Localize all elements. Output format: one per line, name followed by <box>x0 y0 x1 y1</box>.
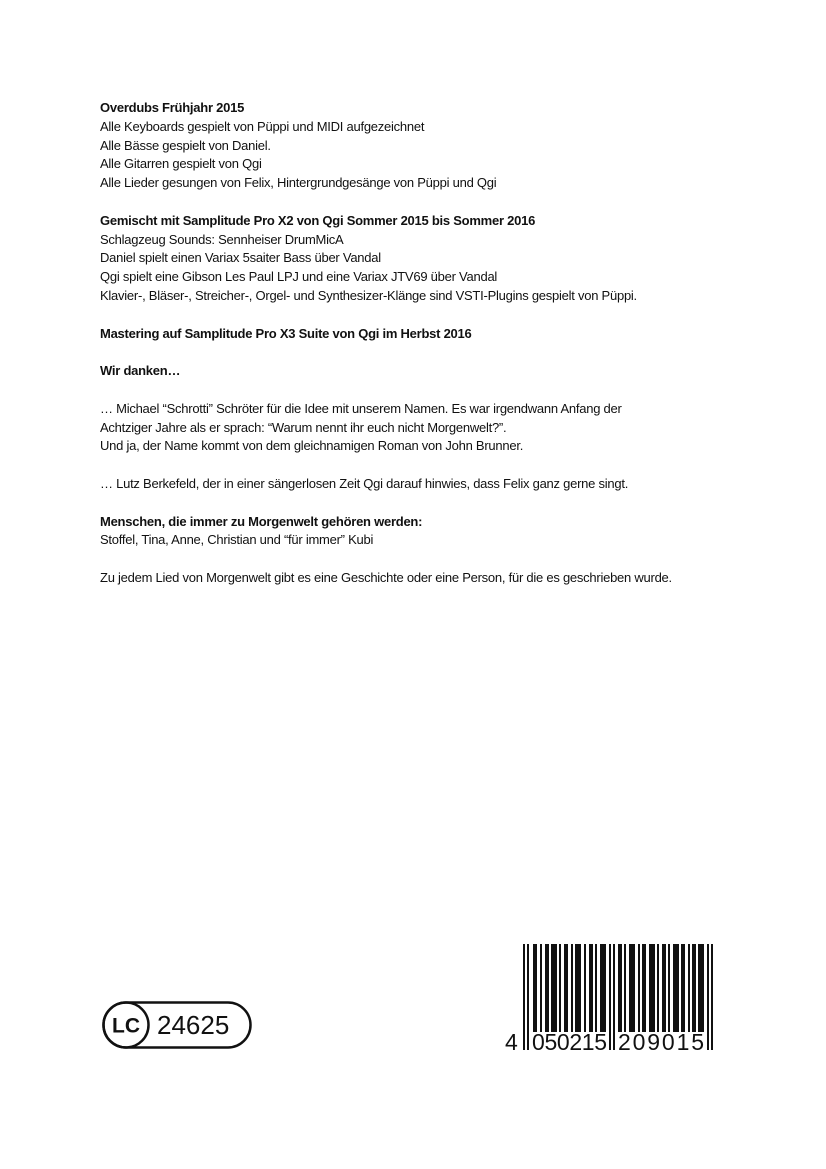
section-mixing <box>100 212 760 306</box>
text-line: Daniel spielt einen Variax 5saiter Bass über Vandal <box>100 250 381 266</box>
section-heading-thanks: Wir danken… <box>100 363 181 379</box>
text-line: Und ja, der Name kommt von dem gleichnamigen Roman von John Brunner. <box>100 438 524 454</box>
closing-line: Zu jedem Lied von Morgenwelt gibt es eine Geschichte oder eine Person, für die es geschrieben wurde. <box>100 569 672 585</box>
barcode-right-digits: 209015 <box>618 1029 704 1055</box>
section-people <box>100 513 760 551</box>
credits-text <box>100 99 760 588</box>
label-code-number: 24625 <box>157 1010 230 1040</box>
text-line: Qgi spielt eine Gibson Les Paul LPJ und eine Variax JTV69 über Vandal <box>100 269 498 285</box>
text-line: Schlagzeug Sounds: Sennheiser DrumMicA <box>100 231 344 247</box>
section-heading: Gemischt mit Samplitude Pro X2 von Qgi Sommer 2015 bis Sommer 2016 <box>100 212 536 228</box>
text-line: Klavier-, Bläser-, Streicher-, Orgel- und Synthesizer-Klänge sind VSTI-Plugins gespielt von Püppi. <box>100 287 637 303</box>
text-line: Alle Bässe gespielt von Daniel. <box>100 137 271 153</box>
label-code-logo <box>102 1001 252 1049</box>
thanks-michael <box>100 400 760 456</box>
section-heading: Overdubs Frühjahr 2015 <box>100 100 245 115</box>
label-code-prefix: LC <box>112 1014 140 1038</box>
text-line: Alle Gitarren gespielt von Qgi <box>100 156 262 172</box>
text-line: Stoffel, Tina, Anne, Christian und “für immer” Kubi <box>100 532 374 548</box>
section-heading-mastering: Mastering auf Samplitude Pro X3 Suite von Qgi im Herbst 2016 <box>100 325 472 341</box>
text-line: Alle Keyboards gespielt von Püppi und MIDI aufgezeichnet <box>100 118 425 134</box>
text-line: Achtziger Jahre als er sprach: “Warum nennt ihr euch nicht Morgenwelt?”. <box>100 419 507 435</box>
ean-barcode <box>500 940 730 1055</box>
text-line: … Michael “Schrotti” Schröter für die Idee mit unserem Namen. Es war irgendwann Anfang der <box>100 400 622 416</box>
section-heading: Menschen, die immer zu Morgenwelt gehören werden: <box>100 513 423 529</box>
barcode-left-digits: 050215 <box>532 1029 607 1055</box>
barcode-first-digit: 4 <box>505 1029 518 1055</box>
thanks-lutz: … Lutz Berkefeld, der in einer sängerlosen Zeit Qgi darauf hinwies, dass Felix ganz gerne singt. <box>100 475 629 491</box>
section-overdubs <box>100 99 760 193</box>
text-line: Alle Lieder gesungen von Felix, Hintergrundgesänge von Püppi und Qgi <box>100 175 497 191</box>
